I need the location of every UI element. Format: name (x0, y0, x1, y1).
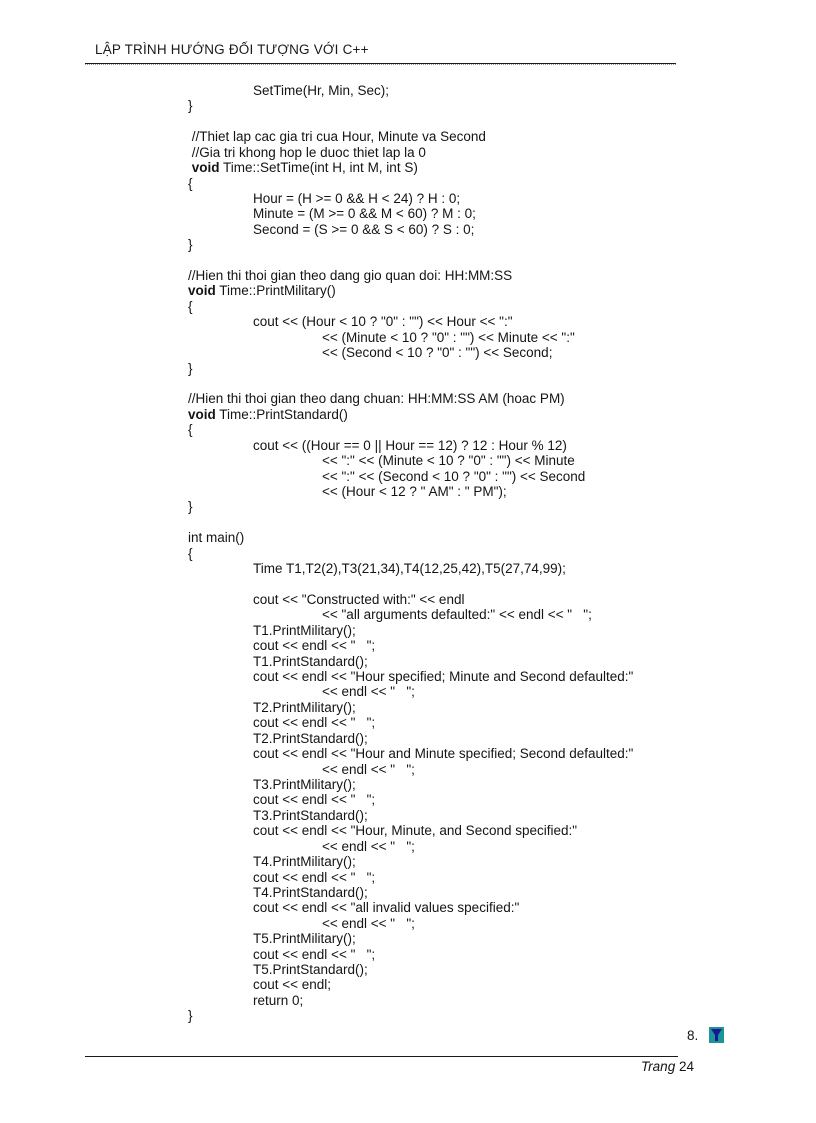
code-line: << "all arguments defaulted:" << endl << " "; (322, 607, 592, 623)
page-header-title: LẬP TRÌNH HƯỚNG ĐỐI TƯỢNG VỚI C++ (95, 42, 369, 57)
header-rule (85, 63, 676, 65)
code-line: T4.PrintMilitary(); (253, 854, 356, 870)
code-line: Minute = (M >= 0 && M < 60) ? M : 0; (253, 206, 476, 222)
code-line: } (188, 237, 193, 253)
code-line: cout << endl << "Hour and Minute specified; Second defaulted:" (253, 746, 634, 762)
page-footer (85, 1059, 694, 1074)
code-line: { (188, 175, 193, 191)
footer-page-label: Trang (640, 1059, 676, 1074)
code-line: } (188, 499, 193, 515)
code-line: << ":" << (Second < 10 ? "0" : "") << Second (322, 468, 586, 484)
code-line: T5.PrintStandard(); (253, 962, 368, 978)
code-line: int main() (188, 530, 245, 546)
code-line: } (188, 98, 193, 114)
code-line: void Time::PrintMilitary() (188, 283, 336, 299)
code-line (188, 253, 633, 268)
code-line: T1.PrintMilitary(); (253, 622, 356, 638)
code-line: T2.PrintStandard(); (253, 730, 368, 746)
code-line: { (188, 298, 193, 314)
code-line: cout << endl << "Hour, Minute, and Second specified:" (253, 823, 578, 839)
code-line: return 0; (253, 992, 304, 1008)
code-line: Time T1,T2(2),T3(21,34),T4(12,25,42),T5(27,74,99); (253, 561, 566, 577)
code-line: SetTime(Hr, Min, Sec); (253, 83, 390, 98)
code-line: cout << "Constructed with:" << endl (253, 591, 465, 607)
funnel-embedded-object-icon (709, 1027, 724, 1043)
code-line: << endl << " "; (322, 761, 415, 777)
code-line: } (188, 360, 193, 376)
code-line: T3.PrintMilitary(); (253, 776, 356, 792)
code-line: << ":" << (Minute < 10 ? "0" : "") << Minute (322, 453, 575, 469)
code-line: cout << endl << " "; (253, 946, 376, 962)
code-line: //Gia tri khong hop le duoc thiet lap la 0 (188, 144, 426, 160)
code-line: cout << ((Hour == 0 || Hour == 12) ? 12 : Hour % 12) (253, 437, 567, 453)
code-line (188, 515, 633, 530)
code-line: cout << endl << " "; (253, 638, 376, 654)
code-line: T1.PrintStandard(); (253, 653, 368, 669)
code-line: << endl << " "; (322, 838, 415, 854)
code-line: T5.PrintMilitary(); (253, 931, 356, 947)
list-item-number: 8. (687, 1028, 699, 1043)
code-line: cout << endl; (253, 977, 332, 993)
code-line: T4.PrintStandard(); (253, 884, 368, 900)
code-line: << (Second < 10 ? "0" : "") << Second; (322, 345, 553, 361)
footer-page-number: 24 (678, 1059, 694, 1074)
code-line: << endl << " "; (322, 684, 415, 700)
code-line: cout << endl << " "; (253, 869, 376, 885)
code-line: cout << endl << " "; (253, 715, 376, 731)
code-line (188, 577, 633, 592)
code-line: } (188, 1008, 193, 1024)
code-line (188, 114, 633, 129)
footer-rule (85, 1056, 678, 1057)
code-line: void Time::PrintStandard() (188, 406, 348, 422)
code-line: cout << endl << "all invalid values specified:" (253, 900, 520, 916)
code-line: << (Hour < 12 ? " AM" : " PM"); (322, 483, 507, 499)
code-line: //Hien thi thoi gian theo dang chuan: HH:MM:SS AM (hoac PM) (188, 391, 565, 407)
code-line: //Thiet lap cac gia tri cua Hour, Minute va Second (188, 129, 486, 145)
code-line: << endl << " "; (322, 915, 415, 931)
code-line: T2.PrintMilitary(); (253, 699, 356, 715)
code-line: cout << endl << "Hour specified; Minute and Second defaulted:" (253, 669, 634, 685)
code-line: Second = (S >= 0 && S < 60) ? S : 0; (253, 221, 475, 237)
code-line: cout << endl << " "; (253, 792, 376, 808)
code-block (188, 83, 633, 1024)
code-line: { (188, 422, 193, 438)
code-line: { (188, 545, 193, 561)
code-line: << (Minute < 10 ? "0" : "") << Minute << ":" (322, 329, 575, 345)
code-line (188, 376, 633, 391)
code-line: Hour = (H >= 0 && H < 24) ? H : 0; (253, 190, 461, 206)
code-line: T3.PrintStandard(); (253, 807, 368, 823)
code-line: void Time::SetTime(int H, int M, int S) (191, 160, 418, 176)
code-line: //Hien thi thoi gian theo dang gio quan doi: HH:MM:SS (188, 268, 513, 284)
code-line: cout << (Hour < 10 ? "0" : "") << Hour << ":" (253, 314, 513, 330)
